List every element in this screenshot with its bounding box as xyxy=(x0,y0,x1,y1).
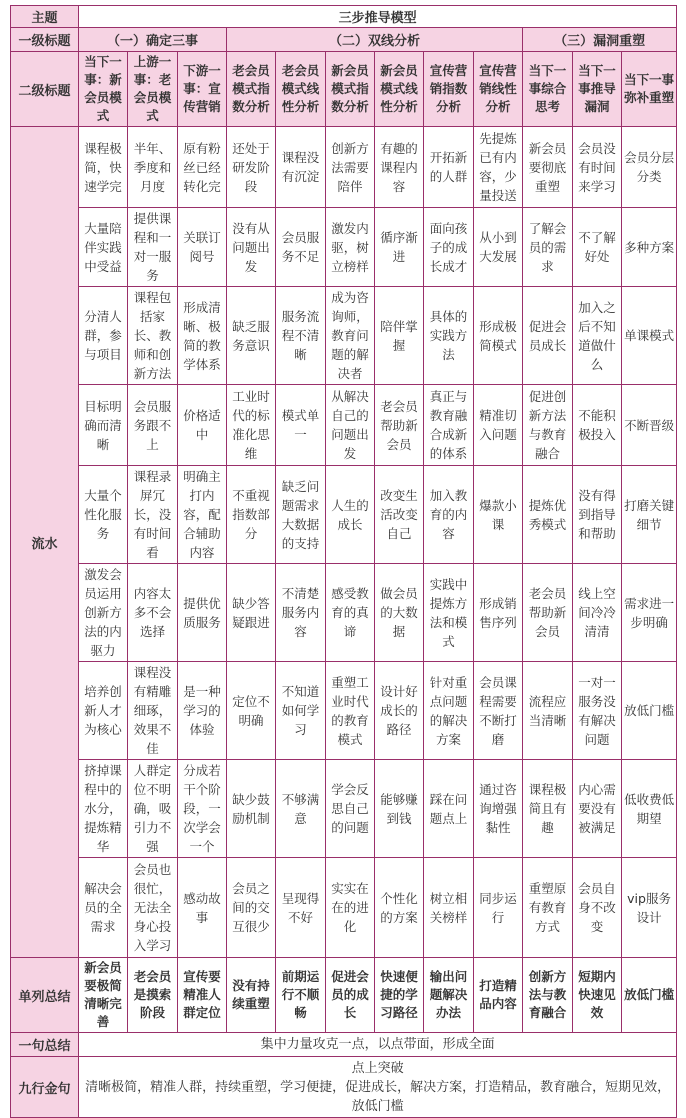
summary-cell: 输出问题解决办法 xyxy=(424,958,474,1033)
flow-cell: 设计好成长的路径 xyxy=(375,662,424,760)
flow-cell: 感动故事 xyxy=(178,858,227,958)
flow-cell: 大量个性化服务 xyxy=(79,466,128,564)
flow-cell: 会员课程需要不断打磨 xyxy=(474,662,523,760)
flow-cell: 缺少鼓励机制 xyxy=(227,760,276,858)
flow-row xyxy=(11,287,677,385)
flow-cell: 重塑工业时代的教育模式 xyxy=(326,662,375,760)
flow-cell: 课程录屏冗长，没有时间看 xyxy=(128,466,178,564)
flow-cell: 缺少答疑跟进 xyxy=(227,564,276,662)
flow-cell: 针对重点问题的解决方案 xyxy=(424,662,474,760)
flow-cell: 人群定位不明确，吸引力不强 xyxy=(128,760,178,858)
level2-col: 上游一事：老会员模式 xyxy=(128,52,178,127)
one-sentence-text: 集中力量攻克一点，以点带面，形成全面 xyxy=(79,1033,677,1057)
summary-cell: 新会员要极简清晰完善 xyxy=(79,958,128,1033)
flow-cell: 不断晋级 xyxy=(622,385,677,466)
flow-row xyxy=(11,858,677,958)
flow-cell: 挤掉课程中的水分，提炼精华 xyxy=(79,760,128,858)
one-sentence-label: 一句总结 xyxy=(11,1033,79,1057)
flow-cell: 实实在在的进化 xyxy=(326,858,375,958)
flow-cell: 放低门槛 xyxy=(622,662,677,760)
flow-cell: 精准切入问题 xyxy=(474,385,523,466)
flow-cell: 激发会员运用创新方法的内驱力 xyxy=(79,564,128,662)
flow-cell: 分清人群，参与项目 xyxy=(79,287,128,385)
one-sentence-row xyxy=(11,1033,677,1057)
flow-cell: 低收费低期望 xyxy=(622,760,677,858)
flow-cell: 半年、季度和月度 xyxy=(128,127,178,208)
flow-cell: 不能积极投入 xyxy=(573,385,622,466)
flow-cell: 服务流程不清晰 xyxy=(276,287,326,385)
flow-cell: 面向孩子的成长成才 xyxy=(424,208,474,287)
flow-cell: 内心需要没有被满足 xyxy=(573,760,622,858)
flow-cell: 陪伴掌握 xyxy=(375,287,424,385)
flow-row xyxy=(11,385,677,466)
flow-cell: 培养创新人才为核心 xyxy=(79,662,128,760)
flow-cell: 形成销售序列 xyxy=(474,564,523,662)
level1-group-3: （三）漏洞重塑 xyxy=(523,28,677,52)
flow-cell: 价格适中 xyxy=(178,385,227,466)
summary-cell: 放低门槛 xyxy=(622,958,677,1033)
level2-col: 宣传营销线性分析 xyxy=(474,52,523,127)
nine-lines-label: 九行金句 xyxy=(11,1057,79,1118)
level2-col: 新会员模式指数分析 xyxy=(326,52,375,127)
flow-cell: 课程没有沉淀 xyxy=(276,127,326,208)
flow-cell: 激发内驱，树立榜样 xyxy=(326,208,375,287)
flow-cell: 课程极简且有趣 xyxy=(523,760,573,858)
single-summary-row xyxy=(11,958,677,1033)
flow-cell: 课程极简，快速学完 xyxy=(79,127,128,208)
flow-cell: 实践中提炼方法和模式 xyxy=(424,564,474,662)
flow-cell: 老会员帮助新会员 xyxy=(375,385,424,466)
flow-cell: 具体的实践方法 xyxy=(424,287,474,385)
flow-cell: 先提炼已有内容，少量投送 xyxy=(474,127,523,208)
flow-cell: 是一种学习的体验 xyxy=(178,662,227,760)
flow-cell: 做会员的大数据 xyxy=(375,564,424,662)
flow-row xyxy=(11,127,677,208)
flow-cell: 大量陪伴实践中受益 xyxy=(79,208,128,287)
flow-cell: 新会员要彻底重塑 xyxy=(523,127,573,208)
level1-group-2: （二）双线分析 xyxy=(227,28,523,52)
flow-cell: 不清楚服务内容 xyxy=(276,564,326,662)
flow-cell: 会员服务跟不上 xyxy=(128,385,178,466)
flow-cell: 内容太多不会选择 xyxy=(128,564,178,662)
level2-col: 新会员模式线性分析 xyxy=(375,52,424,127)
flow-cell: 改变生活改变自己 xyxy=(375,466,424,564)
flow-cell: 还处于研发阶段 xyxy=(227,127,276,208)
flow-cell: 学会反思自己的问题 xyxy=(326,760,375,858)
flow-cell: 人生的成长 xyxy=(326,466,375,564)
summary-cell: 打造精品内容 xyxy=(474,958,523,1033)
level2-row xyxy=(11,52,677,127)
flow-cell: 提炼优秀模式 xyxy=(523,466,573,564)
summary-cell: 创新方法与教育融合 xyxy=(523,958,573,1033)
flow-cell: 定位不明确 xyxy=(227,662,276,760)
flow-row xyxy=(11,564,677,662)
flow-label: 流水 xyxy=(11,127,79,958)
flow-cell: 从解决自己的问题出发 xyxy=(326,385,375,466)
flow-cell: 提供课程和一对一服务 xyxy=(128,208,178,287)
flow-cell: 打磨关键细节 xyxy=(622,466,677,564)
level2-col: 宣传营销指数分析 xyxy=(424,52,474,127)
flow-cell: 同步运行 xyxy=(474,858,523,958)
flow-cell: 重塑原有教育方式 xyxy=(523,858,573,958)
flow-cell: 加入之后不知道做什么 xyxy=(573,287,622,385)
single-summary-label: 单列总结 xyxy=(11,958,79,1033)
flow-cell: 循序渐进 xyxy=(375,208,424,287)
flow-cell: 一对一服务没有解决问题 xyxy=(573,662,622,760)
flow-cell: 开拓新的人群 xyxy=(424,127,474,208)
nine-lines-row xyxy=(11,1057,677,1118)
level2-col: 老会员模式指数分析 xyxy=(227,52,276,127)
flow-cell: 会员自身不改变 xyxy=(573,858,622,958)
flow-cell: 提供优质服务 xyxy=(178,564,227,662)
flow-row xyxy=(11,466,677,564)
flow-row xyxy=(11,662,677,760)
summary-cell: 短期内快速见效 xyxy=(573,958,622,1033)
flow-cell: 促进创新方法与教育融合 xyxy=(523,385,573,466)
flow-cell: 会员没有时间来学习 xyxy=(573,127,622,208)
level2-col: 当下一事综合思考 xyxy=(523,52,573,127)
three-step-model-table xyxy=(10,5,677,1118)
flow-cell: 关联订阅号 xyxy=(178,208,227,287)
summary-cell: 宣传要精准人群定位 xyxy=(178,958,227,1033)
flow-cell: 创新方法需要陪伴 xyxy=(326,127,375,208)
flow-cell: 多种方案 xyxy=(622,208,677,287)
flow-row xyxy=(11,760,677,858)
flow-cell: 不重视指数部分 xyxy=(227,466,276,564)
flow-cell: 成为咨询师，教育问题的解决者 xyxy=(326,287,375,385)
flow-row xyxy=(11,208,677,287)
flow-cell: 模式单一 xyxy=(276,385,326,466)
level2-label: 二级标题 xyxy=(11,52,79,127)
level2-col: 当下一事推导漏洞 xyxy=(573,52,622,127)
nine-lines-content xyxy=(79,1057,677,1118)
summary-cell: 老会员是摸索阶段 xyxy=(128,958,178,1033)
nine-lines-line1: 点上突破 xyxy=(351,1060,404,1076)
flow-cell: 有趣的课程内容 xyxy=(375,127,424,208)
level1-row xyxy=(11,28,677,52)
summary-cell: 快速便捷的学习路径 xyxy=(375,958,424,1033)
flow-cell: 课程包括家长、教师和创新方法 xyxy=(128,287,178,385)
flow-cell: 目标明确而清晰 xyxy=(79,385,128,466)
theme-title: 三步推导模型 xyxy=(79,6,677,28)
flow-cell: 从小到大发展 xyxy=(474,208,523,287)
summary-cell: 没有持续重塑 xyxy=(227,958,276,1033)
flow-cell: 老会员帮助新会员 xyxy=(523,564,573,662)
theme-label: 主题 xyxy=(11,6,79,28)
flow-cell: 会员也很忙，无法全身心投入学习 xyxy=(128,858,178,958)
flow-cell: 呈现得不好 xyxy=(276,858,326,958)
flow-cell: 会员分层分类 xyxy=(622,127,677,208)
flow-cell: 不知道如何学习 xyxy=(276,662,326,760)
flow-cell: 感受教育的真谛 xyxy=(326,564,375,662)
flow-cell: 个性化的方案 xyxy=(375,858,424,958)
flow-cell: 不够满意 xyxy=(276,760,326,858)
level1-label: 一级标题 xyxy=(11,28,79,52)
flow-cell: 没有得到指导和帮助 xyxy=(573,466,622,564)
flow-cell: 线上空间冷冷清清 xyxy=(573,564,622,662)
flow-cell: 真正与教育融合成新的体系 xyxy=(424,385,474,466)
summary-cell: 促进会员的成长 xyxy=(326,958,375,1033)
flow-cell: 形成清晰、极简的教学体系 xyxy=(178,287,227,385)
level2-col: 老会员模式线性分析 xyxy=(276,52,326,127)
flow-cell: 单课模式 xyxy=(622,287,677,385)
flow-cell: 需求进一步明确 xyxy=(622,564,677,662)
flow-cell: 明确主打内容，配合辅助内容 xyxy=(178,466,227,564)
theme-row xyxy=(11,6,677,28)
level2-col: 当下一事弥补重塑 xyxy=(622,52,677,127)
flow-cell: vip服务设计 xyxy=(622,858,677,958)
flow-cell: 没有从问题出发 xyxy=(227,208,276,287)
flow-cell: 分成若干个阶段，一次学会一个 xyxy=(178,760,227,858)
level1-group-1: （一）确定三事 xyxy=(79,28,227,52)
flow-cell: 能够赚到钱 xyxy=(375,760,424,858)
flow-cell: 课程没有精雕细琢，效果不佳 xyxy=(128,662,178,760)
flow-cell: 形成极简模式 xyxy=(474,287,523,385)
flow-cell: 踩在问题点上 xyxy=(424,760,474,858)
flow-cell: 树立相关榜样 xyxy=(424,858,474,958)
flow-cell: 加入教育的内容 xyxy=(424,466,474,564)
flow-cell: 缺乏问题需求大数据的支持 xyxy=(276,466,326,564)
flow-cell: 促进会员成长 xyxy=(523,287,573,385)
flow-cell: 会员服务不足 xyxy=(276,208,326,287)
flow-cell: 流程应当清晰 xyxy=(523,662,573,760)
flow-cell: 解决会员的全需求 xyxy=(79,858,128,958)
flow-cell: 原有粉丝已经转化完 xyxy=(178,127,227,208)
flow-cell: 工业时代的标准化思维 xyxy=(227,385,276,466)
summary-cell: 前期运行不顺畅 xyxy=(276,958,326,1033)
nine-lines-line2: 清晰极简，精准人群，持续重塑，学习便捷，促进成长，解决方案，打造精品，教育融合，短期见效，放低门槛 xyxy=(85,1079,671,1114)
flow-cell: 会员之间的交互很少 xyxy=(227,858,276,958)
flow-cell: 通过咨询增强黏性 xyxy=(474,760,523,858)
flow-cell: 爆款小课 xyxy=(474,466,523,564)
flow-cell: 缺乏服务意识 xyxy=(227,287,276,385)
flow-cell: 了解会员的需求 xyxy=(523,208,573,287)
level2-col: 下游一事：宣传营销 xyxy=(178,52,227,127)
level2-col: 当下一事：新会员模式 xyxy=(79,52,128,127)
flow-cell: 不了解好处 xyxy=(573,208,622,287)
